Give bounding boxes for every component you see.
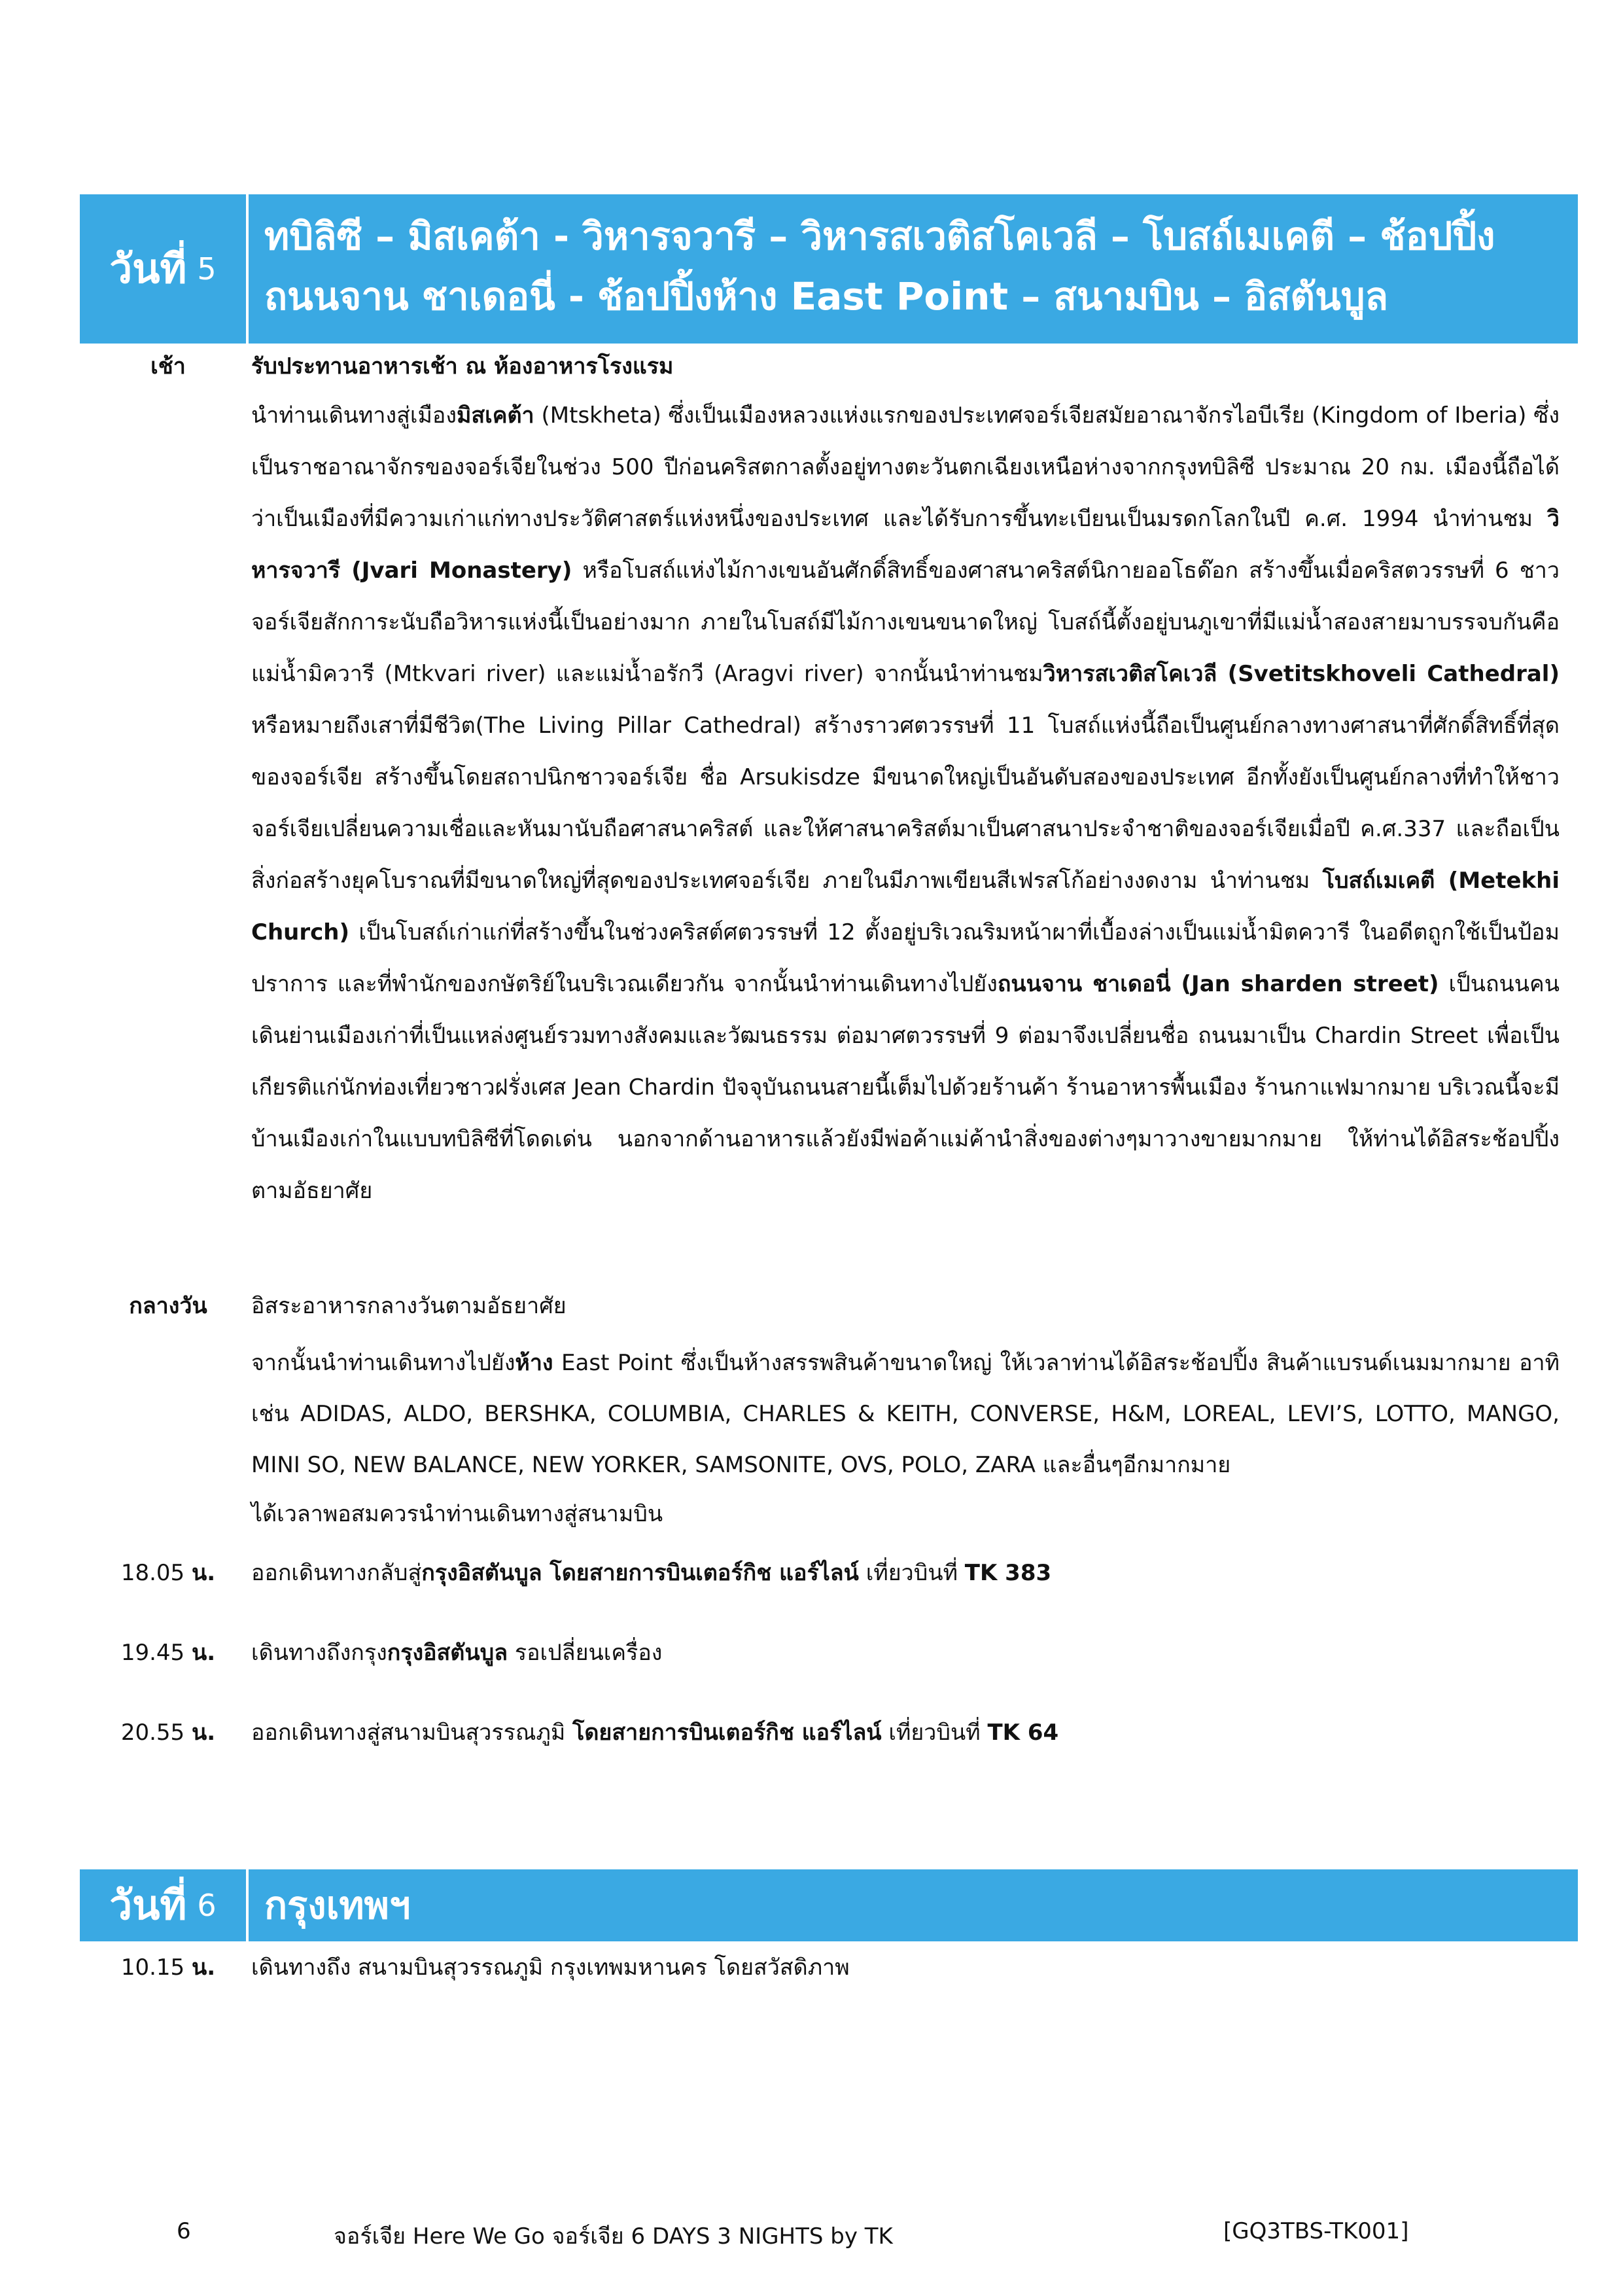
arrival-time: 10.15 น. — [120, 1954, 216, 1981]
page-number: 6 — [177, 2218, 191, 2244]
midday-label: กลางวัน — [129, 1293, 207, 1319]
arrival-text: เดินทางถึง สนามบินสุวรรณภูมิ กรุงเทพมหานคร โดยสวัสดิภาพ — [251, 1954, 850, 1981]
jvari-highlight: วิหารจวารี (Jvari Monastery) — [251, 506, 1560, 584]
lunch-text: อิสระอาหารกลางวันตามอัธยาศัย — [251, 1293, 567, 1319]
day-word: วันที่ — [109, 1881, 187, 1929]
shopping-description: จากนั้นนำท่านเดินทางไปยังห้าง East Point ซึ่งเป็นห้างสรรพสินค้าขนาดใหญ่ ให้เวลาท่านได้อิสระช้อปปิ้ง สินค้าแบรนด์เนมมากมาย อาทิ เช่น ADIDAS, ALDO, BERSHKA, COLUMBIA, CHARLES & KEITH, CONVERSE, H&M, LOREAL, LEVI’S, LOTTO, MANGO, MINI SO, NEW BALANCE, NEW YORKER, SAMSONITE, OVS, POLO, ZARA และอื่นๆอีกมากมาย — [251, 1350, 1560, 1478]
day5-label — [80, 194, 249, 344]
day6-header — [80, 1869, 1578, 1941]
mtskheta-highlight: มิสเคต้า — [456, 402, 534, 429]
day-word: วันที่ — [109, 245, 187, 292]
day6-label — [80, 1869, 249, 1941]
day5-title: ทบิลิซี – มิสเคต้า - วิหารจวารี – วิหารสเวติสโคเวลี – โบสถ์เมเคตี – ช้อปปิ้งถนนจาน ชาเดอนี่ - ช้อปปิ้งห้าง East Point – สนามบิน – อิสตันบูล — [264, 214, 1495, 319]
footer-title: จอร์เจีย Here We Go จอร์เจีย 6 DAYS 3 NIGHTS by TK — [334, 2223, 893, 2250]
morning-description: นำท่านเดินทางสู่เมืองมิสเคต้า (Mtskheta) ซึ่งเป็นเมืองหลวงแห่งแรกของประเทศจอร์เจียสมัยอาณาจักรไอบีเรีย (Kingdom of Iberia) ซึ่งเป็นราชอาณาจักรของจอร์เจียในช่วง 500 ปีก่อนคริสตกาลตั้งอยู่ทางตะวันตกเฉียงเหนือห่างจากกรุงทบิลิซี ประมาณ 20 กม. เมืองนี้ถือได้ว่าเป็นเมืองที่มีความเก่าแก่ทางประวัติศาสตร์แห่งหนึ่งของประเทศ และได้รับการขึ้นทะเบียนเป็นมรดกโลกในปี ค.ศ. 1994 นำท่านชม วิหารจวารี (Jvari Monastery) หรือโบสถ์แห่งไม้กางเขนอันศักดิ์สิทธิ์ของศาสนาคริสต์นิกายออโธด๊อก สร้างขึ้นเมื่อคริสตวรรษที่ 6 ชาวจอร์เจียสักการะนับถือวิหารแห่งนี้เป็นอย่างมาก ภายในโบสถ์มีไม้กางเขนขนาดใหญ่ โบสถ์นี้ตั้งอยู่บนภูเขาที่มีแม่น้ำสองสายมาบรรจบกันคือแม่น้ำมิควารี (Mtkvari river) และแม่น้ำอรักวี (Aragvi river) จากนั้นนำท่านชมวิหารสเวติสโคเวลี (Svetitskhoveli Cathedral) หรือหมายถึงเสาที่มีชีวิต(The Living Pillar Cathedral) สร้างราวศตวรรษที่ 11 โบสถ์แห่งนี้ถือเป็นศูนย์กลางทางศาสนาที่ศักดิ์สิทธิ์ที่สุดของจอร์เจีย สร้างขึ้นโดยสถาปนิกชาวจอร์เจีย ชื่อ Arsukisdze มีขนาดใหญ่เป็นอันดับสองของประเทศ อีกทั้งยังเป็นศูนย์กลางที่ทำให้ชาวจอร์เจียเปลี่ยนความเชื่อและหันมานับถือศาสนาคริสต์ และให้ศาสนาคริสต์มาเป็นศาสนาประจำชาติของจอร์เจียเมื่อปี ค.ศ.337 และถือเป็นสิ่งก่อสร้างยุคโบราณที่มีขนาดใหญ่ที่สุดของประเทศจอร์เจีย ภายในมีภาพเขียนสีเฟรสโก้อย่างงดงาม นำท่านชม โบสถ์เมเคตี (Metekhi Church) เป็นโบสถ์เก่าแก่ที่สร้างขึ้นในช่วงคริสต์ศตวรรษที่ 12 ตั้งอยู่บริเวณริมหน้าผาที่เบื้องล่างเป็นแม่น้ำมิตควารี ในอดีตถูกใช้เป็นป้อมปราการ และที่พำนักของกษัตริย์ในบริเวณเดียวกัน จากนั้นนำท่านเดินทางไปยังถนนจาน ชาเดอนี่ (Jan sharden street) เป็นถนนคนเดินย่านเมืองเก่าที่เป็นแหล่งศูนย์รวมทางสังคมและวัฒนธรรม ต่อมาศตวรรษที่ 9 ต่อมาจึงเปลี่ยนชื่อ ถนนมาเป็น Chardin Street เพื่อเป็นเกียรติแก่นักท่องเที่ยวชาวฝรั่งเศส Jean Chardin ปัจจุบันถนนสายนี้เต็มไปด้วยร้านค้า ร้านอาหารพื้นเมือง ร้านกาแฟมากมาย บริเวณนี้จะมีบ้านเมืองเก่าในแบบทบิลิซีที่โดดเด่น นอกจากด้านอาหารแล้วยังมีพ่อค้าแม่ค้านำสิ่งของต่างๆมาวางขายมากมาย ให้ท่านได้อิสระช้อปปิ้งตามอัธยาศัย — [251, 402, 1560, 1204]
jan-sharden-highlight: ถนนจาน ชาเดอนี่ (Jan sharden street) — [997, 971, 1439, 997]
mall-highlight: ห้าง — [515, 1350, 553, 1376]
metekhi-highlight: โบสถ์เมเคตี (Metekhi Church) — [251, 868, 1560, 945]
flight-text: ออกเดินทางสู่สนามบินสุวรรณภูมิ โดยสายการบินเตอร์กิช แอร์ไลน์ เที่ยวบินที่ TK 64 — [251, 1720, 1059, 1746]
to-airport-text: ได้เวลาพอสมควรนำท่านเดินทางสู่สนามบิน — [251, 1501, 663, 1527]
day-number: 5 — [197, 251, 217, 287]
midday-content — [251, 1286, 1560, 1538]
flight-time: 19.45 น. — [120, 1640, 216, 1666]
svetitskhoveli-highlight: วิหารสเวติสโคเวลี (Svetitskhoveli Cathedral) — [1043, 661, 1560, 687]
footer-code: [GQ3TBS-TK001] — [1223, 2218, 1409, 2244]
breakfast-text: รับประทานอาหารเช้า ณ ห้องอาหารโรงแรม — [251, 353, 674, 380]
flight-text: ออกเดินทางกลับสู่กรุงอิสตันบูล โดยสายการบินเตอร์กิช แอร์ไลน์ เที่ยวบินที่ TK 383 — [251, 1560, 1052, 1586]
day6-title: กรุงเทพฯ — [264, 1883, 411, 1928]
flight-time: 20.55 น. — [120, 1720, 216, 1746]
flight-time: 18.05 น. — [120, 1560, 216, 1586]
morning-content — [251, 347, 1560, 1217]
morning-label: เช้า — [150, 353, 186, 380]
flight-text: เดินทางถึงกรุงกรุงอิสตันบูล รอเปลี่ยนเครื่อง — [251, 1640, 663, 1666]
day-number: 6 — [197, 1888, 217, 1923]
day5-header — [80, 194, 1578, 344]
